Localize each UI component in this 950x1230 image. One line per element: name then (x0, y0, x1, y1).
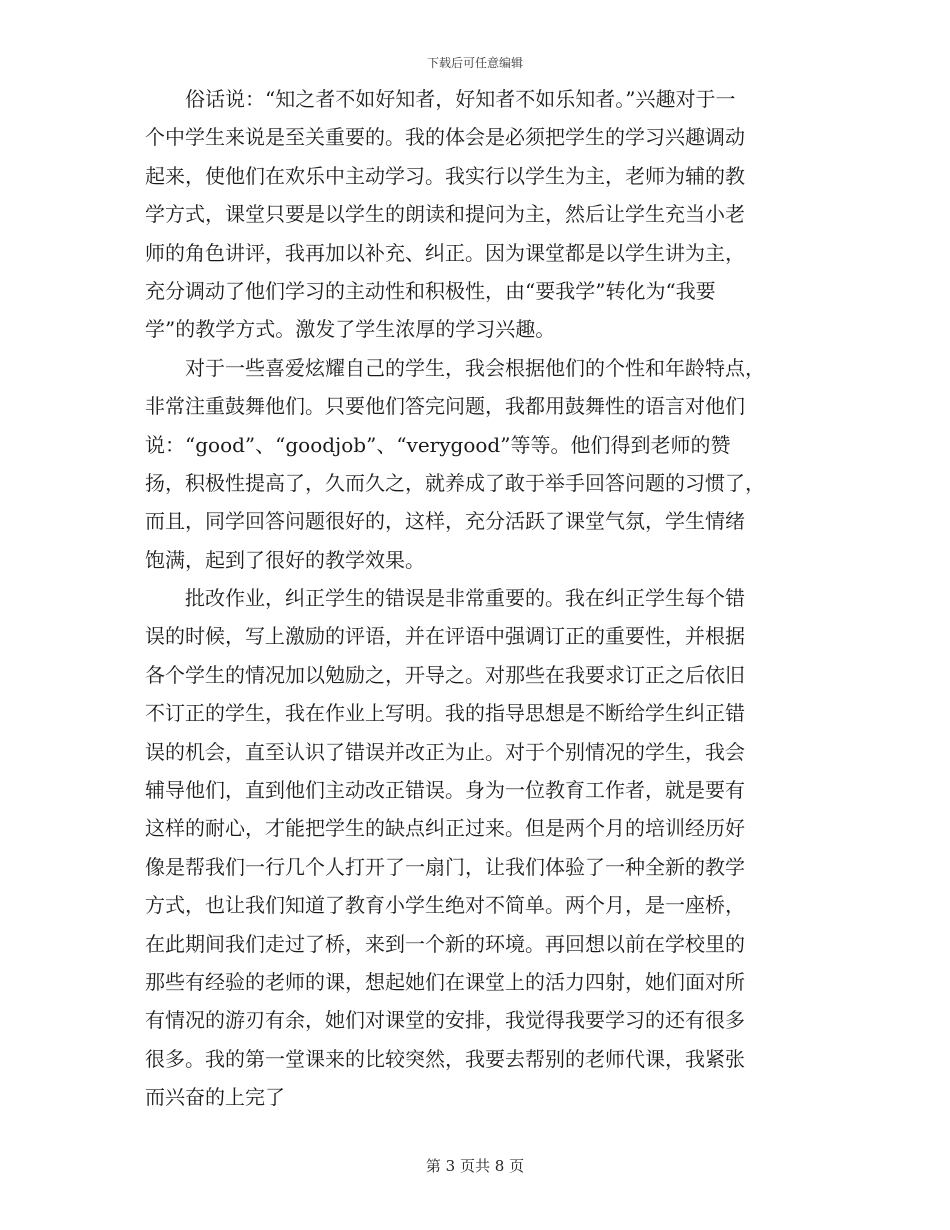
text-line: 那些有经验的老师的课，想起她们在课堂上的活力四射，她们面对所 (145, 969, 745, 994)
text-line: 师的角色讲评，我再加以补充、纠正。因为课堂都是以学生讲为主， (145, 240, 745, 265)
text-line: 扬，积极性提高了，久而久之，就养成了敢于举手回答问题的习惯了， (145, 470, 765, 495)
text-line: 学”的教学方式。激发了学生浓厚的学习兴趣。 (145, 317, 556, 342)
text-line: 像是帮我们一行几个人打开了一扇门，让我们体验了一种全新的教学 (145, 854, 745, 879)
text-line: 起来，使他们在欢乐中主动学习。我实行以学生为主，老师为辅的教 (145, 163, 745, 188)
text-line: 说：“good”、“goodjob”、“verygood”等等。他们得到老师的赞 (145, 432, 731, 457)
text-line: 而且，同学回答问题很好的，这样，充分活跃了课堂气氛，学生情绪 (145, 509, 745, 534)
text-line: 各个学生的情况加以勉励之，开导之。对那些在我要求订正之后依旧 (145, 662, 745, 687)
text-line: 对于一些喜爱炫耀自己的学生，我会根据他们的个性和年龄特点， (145, 355, 765, 380)
text-line: 有情况的游刃有余，她们对课堂的安排，我觉得我要学习的还有很多 (145, 1008, 745, 1033)
text-line: 个中学生来说是至关重要的。我的体会是必须把学生的学习兴趣调动 (145, 125, 745, 150)
text-line: 误的机会，直至认识了错误并改正为止。对于个别情况的学生，我会 (145, 739, 745, 764)
text-line: 很多。我的第一堂课来的比较突然，我要去帮别的老师代课，我紧张 (145, 1046, 745, 1071)
text-line: 不订正的学生，我在作业上写明。我的指导思想是不断给学生纠正错 (145, 701, 745, 726)
text-line: 在此期间我们走过了桥，来到一个新的环境。再回想以前在学校里的 (145, 931, 745, 956)
text-line: 方式，也让我们知道了教育小学生绝对不简单。两个月，是一座桥， (145, 893, 745, 918)
text-line: 学方式，课堂只要是以学生的朗读和提问为主，然后让学生充当小老 (145, 202, 745, 227)
text-line: 辅导他们，直到他们主动改正错误。身为一位教育工作者，就是要有 (145, 778, 745, 803)
text-line: 非常注重鼓舞他们。只要他们答完问题，我都用鼓舞性的语言对他们 (145, 394, 745, 419)
text-line: 俗话说：“知之者不如好知者，好知者不如乐知者。”兴趣对于一 (145, 87, 736, 111)
text-line: 饱满，起到了很好的教学效果。 (145, 547, 425, 572)
page-number: 第 3 页共 8 页 (425, 1157, 525, 1175)
text-line: 而兴奋的上完了 (145, 1085, 285, 1110)
page-header: 下载后可任意编辑 (426, 56, 523, 70)
text-line: 批改作业，纠正学生的错误是非常重要的。我在纠正学生每个错 (145, 586, 745, 611)
text-line: 这样的耐心，才能把学生的缺点纠正过来。但是两个月的培训经历好 (145, 816, 745, 841)
text-line: 充分调动了他们学习的主动性和积极性，由“要我学”转化为“我要 (145, 278, 716, 303)
text-line: 误的时候，写上激励的评语，并在评语中强调订正的重要性，并根据 (145, 624, 745, 649)
document-body (145, 80, 805, 1117)
